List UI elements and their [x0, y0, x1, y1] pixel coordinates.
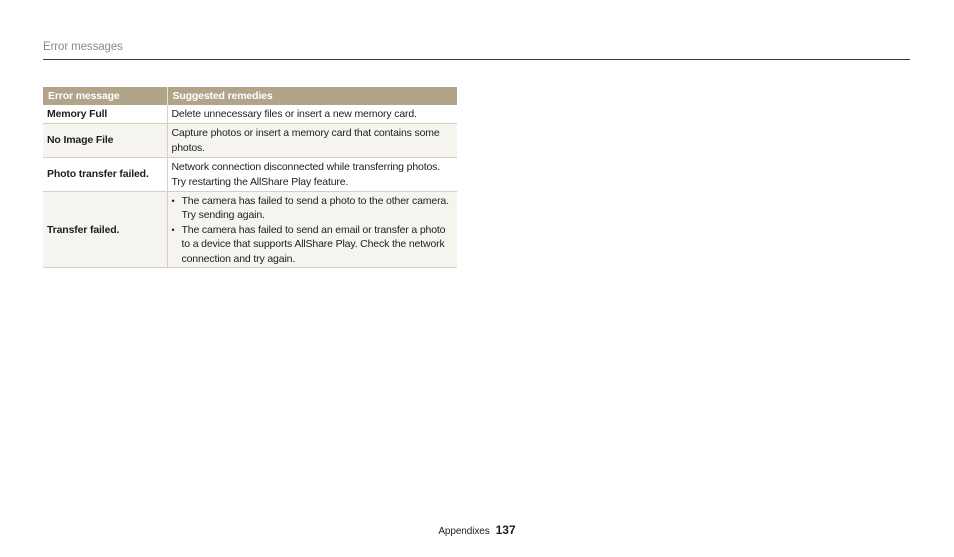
table-row	[43, 157, 457, 191]
error-name: Photo transfer failed.	[43, 157, 167, 191]
table-row	[43, 105, 457, 123]
remedy-bullet-item: • The camera has failed to send an email or transfer a photo to a device that supports AllShare Play. Check the network connection and try again.	[172, 223, 454, 267]
footer-section-label: Appendixes	[438, 526, 490, 537]
error-name: Transfer failed.	[43, 191, 167, 268]
error-remedy: Capture photos or insert a memory card that contains some photos.	[167, 123, 457, 157]
remedy-bullet-list	[172, 194, 454, 267]
page-footer	[0, 523, 954, 537]
table-row	[43, 123, 457, 157]
page-number: 137	[495, 523, 516, 537]
column-header-suggested-remedies: Suggested remedies	[167, 87, 457, 105]
column-header-error-message: Error message	[43, 87, 167, 105]
table-row	[43, 191, 457, 268]
error-remedy: Delete unnecessary files or insert a new memory card.	[167, 105, 457, 123]
error-messages-table	[43, 87, 457, 268]
table-header-row	[43, 87, 457, 105]
header-divider	[43, 59, 910, 60]
page-header-title: Error messages	[43, 41, 123, 53]
error-remedy: Network connection disconnected while transferring photos. Try restarting the AllShare Play feature.	[167, 157, 457, 191]
error-name: No Image File	[43, 123, 167, 157]
error-remedy-list	[167, 191, 457, 268]
error-name: Memory Full	[43, 105, 167, 123]
remedy-bullet-item: • The camera has failed to send a photo to the other camera. Try sending again.	[172, 194, 454, 223]
